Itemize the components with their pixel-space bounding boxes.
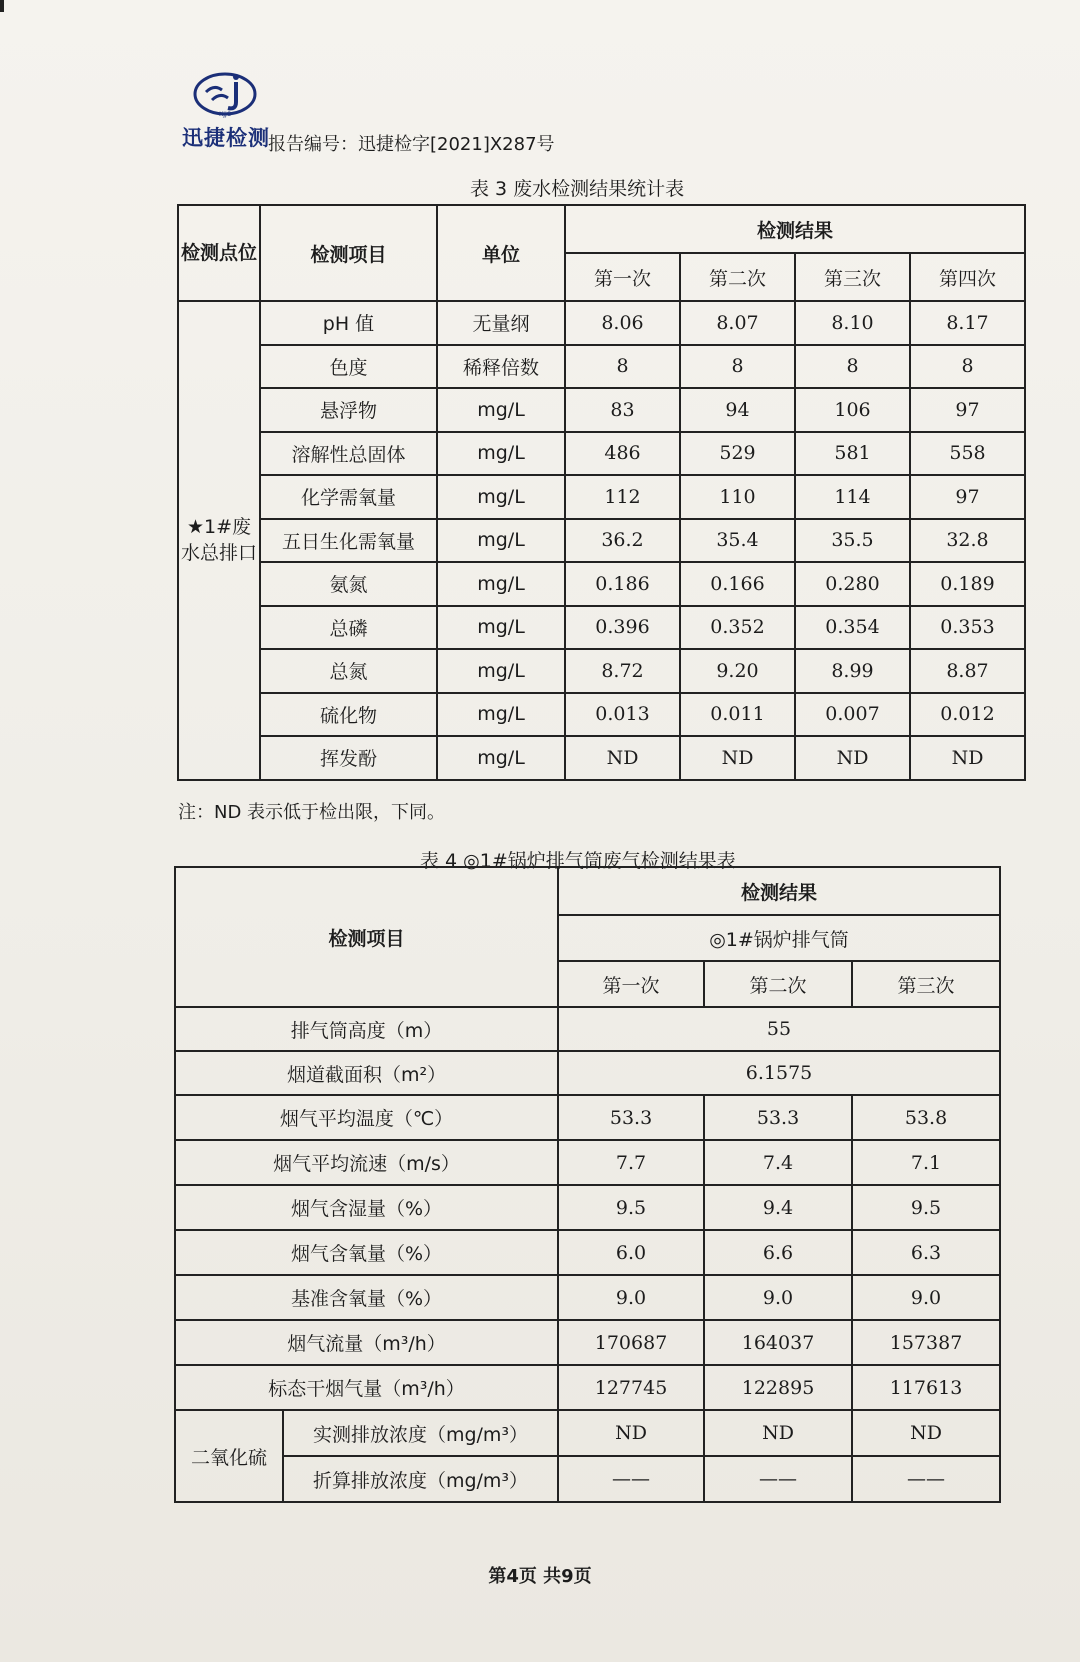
- item-name: 烟气平均流速（m/s）: [175, 1140, 558, 1185]
- result-cell: ND: [910, 736, 1025, 780]
- unit-cell: mg/L: [437, 475, 565, 519]
- table-row: [175, 1140, 1000, 1185]
- logo-small-text: XJJC: [219, 111, 231, 118]
- report-number: 报告编号：迅捷检字[2021]X287号: [268, 134, 555, 155]
- company-logo: [182, 70, 278, 148]
- pollutant-name: 二氧化硫: [175, 1410, 283, 1502]
- table-row: [178, 432, 1025, 476]
- result-cell: 97: [910, 388, 1025, 432]
- result-cell: 36.2: [565, 519, 680, 563]
- unit-cell: mg/L: [437, 693, 565, 737]
- table-row: [178, 693, 1025, 737]
- result-cell: 83: [565, 388, 680, 432]
- result-cell: ——: [704, 1456, 852, 1502]
- result-cell: 558: [910, 432, 1025, 476]
- header-result: 检测结果: [558, 867, 1000, 915]
- item-name: 总氮: [260, 649, 437, 693]
- result-cell: 0.353: [910, 606, 1025, 650]
- result-cell: 53.8: [852, 1095, 1000, 1140]
- item-name: 实测排放浓度（mg/m³）: [283, 1410, 558, 1456]
- item-name: 折算排放浓度（mg/m³）: [283, 1456, 558, 1502]
- result-cell: 55: [558, 1007, 1000, 1051]
- result-cell: 8.17: [910, 301, 1025, 345]
- item-name: 标态干烟气量（m³/h）: [175, 1365, 558, 1410]
- result-cell: ND: [565, 736, 680, 780]
- header-item: 检测项目: [260, 205, 437, 301]
- table-row: [178, 519, 1025, 563]
- result-cell: 0.186: [565, 562, 680, 606]
- table-row: [175, 1275, 1000, 1320]
- result-cell: 6.1575: [558, 1051, 1000, 1095]
- item-name: 色度: [260, 345, 437, 389]
- header-run-2: 第二次: [704, 961, 852, 1007]
- result-cell: 9.0: [558, 1275, 704, 1320]
- item-name: 烟气含氧量（%）: [175, 1230, 558, 1275]
- result-cell: 8: [910, 345, 1025, 389]
- result-cell: 127745: [558, 1365, 704, 1410]
- result-cell: 106: [795, 388, 910, 432]
- unit-cell: 稀释倍数: [437, 345, 565, 389]
- unit-cell: mg/L: [437, 736, 565, 780]
- result-cell: 9.0: [852, 1275, 1000, 1320]
- logo-text: 迅捷检测: [182, 126, 270, 150]
- result-cell: 53.3: [704, 1095, 852, 1140]
- unit-cell: mg/L: [437, 562, 565, 606]
- result-cell: 9.20: [680, 649, 795, 693]
- table-row: [175, 1365, 1000, 1410]
- result-cell: 0.013: [565, 693, 680, 737]
- header-run-1: 第一次: [558, 961, 704, 1007]
- sampling-point: ★1#废水总排口: [178, 301, 260, 780]
- table-row: [178, 606, 1025, 650]
- result-cell: 8.87: [910, 649, 1025, 693]
- header-run-2: 第二次: [680, 253, 795, 301]
- header-item: 检测项目: [175, 867, 558, 1007]
- table-row: [175, 1051, 1000, 1095]
- result-cell: 6.0: [558, 1230, 704, 1275]
- result-cell: 8.10: [795, 301, 910, 345]
- result-cell: ——: [852, 1456, 1000, 1502]
- result-cell: 35.4: [680, 519, 795, 563]
- unit-cell: mg/L: [437, 606, 565, 650]
- result-cell: 114: [795, 475, 910, 519]
- header-unit: 单位: [437, 205, 565, 301]
- result-cell: 9.5: [558, 1185, 704, 1230]
- result-cell: 35.5: [795, 519, 910, 563]
- item-name: 烟道截面积（m²）: [175, 1051, 558, 1095]
- item-name: 烟气含湿量（%）: [175, 1185, 558, 1230]
- result-cell: 0.352: [680, 606, 795, 650]
- result-cell: 0.396: [565, 606, 680, 650]
- unit-cell: mg/L: [437, 649, 565, 693]
- result-cell: 6.3: [852, 1230, 1000, 1275]
- result-cell: 0.354: [795, 606, 910, 650]
- result-cell: 170687: [558, 1320, 704, 1365]
- wastewater-results-table: [177, 204, 1026, 781]
- result-cell: ND: [704, 1410, 852, 1456]
- result-cell: 164037: [704, 1320, 852, 1365]
- result-cell: 8: [795, 345, 910, 389]
- unit-cell: 无量纲: [437, 301, 565, 345]
- result-cell: ND: [852, 1410, 1000, 1456]
- result-cell: 0.189: [910, 562, 1025, 606]
- item-name: 氨氮: [260, 562, 437, 606]
- result-cell: ND: [558, 1410, 704, 1456]
- table-row: [175, 1456, 1000, 1502]
- result-cell: 122895: [704, 1365, 852, 1410]
- corner-mark: [0, 0, 4, 12]
- item-name: 化学需氧量: [260, 475, 437, 519]
- result-cell: 0.012: [910, 693, 1025, 737]
- table-row: [178, 736, 1025, 780]
- result-cell: ND: [795, 736, 910, 780]
- header-run-3: 第三次: [852, 961, 1000, 1007]
- result-cell: 9.5: [852, 1185, 1000, 1230]
- result-cell: 112: [565, 475, 680, 519]
- result-cell: 7.1: [852, 1140, 1000, 1185]
- result-cell: 7.7: [558, 1140, 704, 1185]
- item-name: 总磷: [260, 606, 437, 650]
- item-name: 烟气流量（m³/h）: [175, 1320, 558, 1365]
- result-cell: 8.99: [795, 649, 910, 693]
- result-cell: 117613: [852, 1365, 1000, 1410]
- table4-caption: 表 4 ◎1#锅炉排气筒废气检测结果表: [420, 850, 736, 872]
- result-cell: ——: [558, 1456, 704, 1502]
- result-cell: 8: [565, 345, 680, 389]
- item-name: pH 值: [260, 301, 437, 345]
- result-cell: 529: [680, 432, 795, 476]
- table-row: [175, 1410, 1000, 1456]
- item-name: 烟气平均温度（℃）: [175, 1095, 558, 1140]
- result-cell: 157387: [852, 1320, 1000, 1365]
- item-name: 排气筒高度（m）: [175, 1007, 558, 1051]
- table3-caption: 表 3 废水检测结果统计表: [470, 178, 685, 200]
- result-cell: 581: [795, 432, 910, 476]
- unit-cell: mg/L: [437, 388, 565, 432]
- item-name: 悬浮物: [260, 388, 437, 432]
- result-cell: 7.4: [704, 1140, 852, 1185]
- result-cell: 8.07: [680, 301, 795, 345]
- unit-cell: mg/L: [437, 519, 565, 563]
- table-row: [175, 1095, 1000, 1140]
- item-name: 溶解性总固体: [260, 432, 437, 476]
- result-cell: 0.007: [795, 693, 910, 737]
- result-cell: 8.06: [565, 301, 680, 345]
- flue-gas-results-table: [174, 866, 1001, 1503]
- table-row: [175, 1185, 1000, 1230]
- item-name: 挥发酚: [260, 736, 437, 780]
- header-run-3: 第三次: [795, 253, 910, 301]
- result-cell: 486: [565, 432, 680, 476]
- table-row: [178, 388, 1025, 432]
- table-row: [178, 301, 1025, 345]
- item-name: 五日生化需氧量: [260, 519, 437, 563]
- result-cell: 110: [680, 475, 795, 519]
- result-cell: 9.4: [704, 1185, 852, 1230]
- table-row: [178, 649, 1025, 693]
- page-footer: 第4页 共9页: [488, 1566, 592, 1587]
- result-cell: 0.166: [680, 562, 795, 606]
- table3-note: 注：ND 表示低于检出限，下同。: [178, 802, 446, 823]
- result-cell: 94: [680, 388, 795, 432]
- result-cell: 32.8: [910, 519, 1025, 563]
- result-cell: 6.6: [704, 1230, 852, 1275]
- logo-emblem-icon: [192, 70, 258, 120]
- result-cell: 9.0: [704, 1275, 852, 1320]
- table-row: [178, 475, 1025, 519]
- result-cell: 8.72: [565, 649, 680, 693]
- result-cell: 97: [910, 475, 1025, 519]
- result-cell: ND: [680, 736, 795, 780]
- table-row: [178, 562, 1025, 606]
- result-cell: 8: [680, 345, 795, 389]
- result-cell: 0.280: [795, 562, 910, 606]
- table-row: [175, 1007, 1000, 1051]
- result-cell: 0.011: [680, 693, 795, 737]
- result-cell: 53.3: [558, 1095, 704, 1140]
- unit-cell: mg/L: [437, 432, 565, 476]
- header-result: 检测结果: [565, 205, 1025, 253]
- header-source: ◎1#锅炉排气筒: [558, 915, 1000, 961]
- table-row: [175, 1320, 1000, 1365]
- header-point: 检测点位: [178, 205, 260, 301]
- table-row: [178, 345, 1025, 389]
- item-name: 硫化物: [260, 693, 437, 737]
- item-name: 基准含氧量（%）: [175, 1275, 558, 1320]
- header-run-4: 第四次: [910, 253, 1025, 301]
- table-row: [175, 1230, 1000, 1275]
- header-run-1: 第一次: [565, 253, 680, 301]
